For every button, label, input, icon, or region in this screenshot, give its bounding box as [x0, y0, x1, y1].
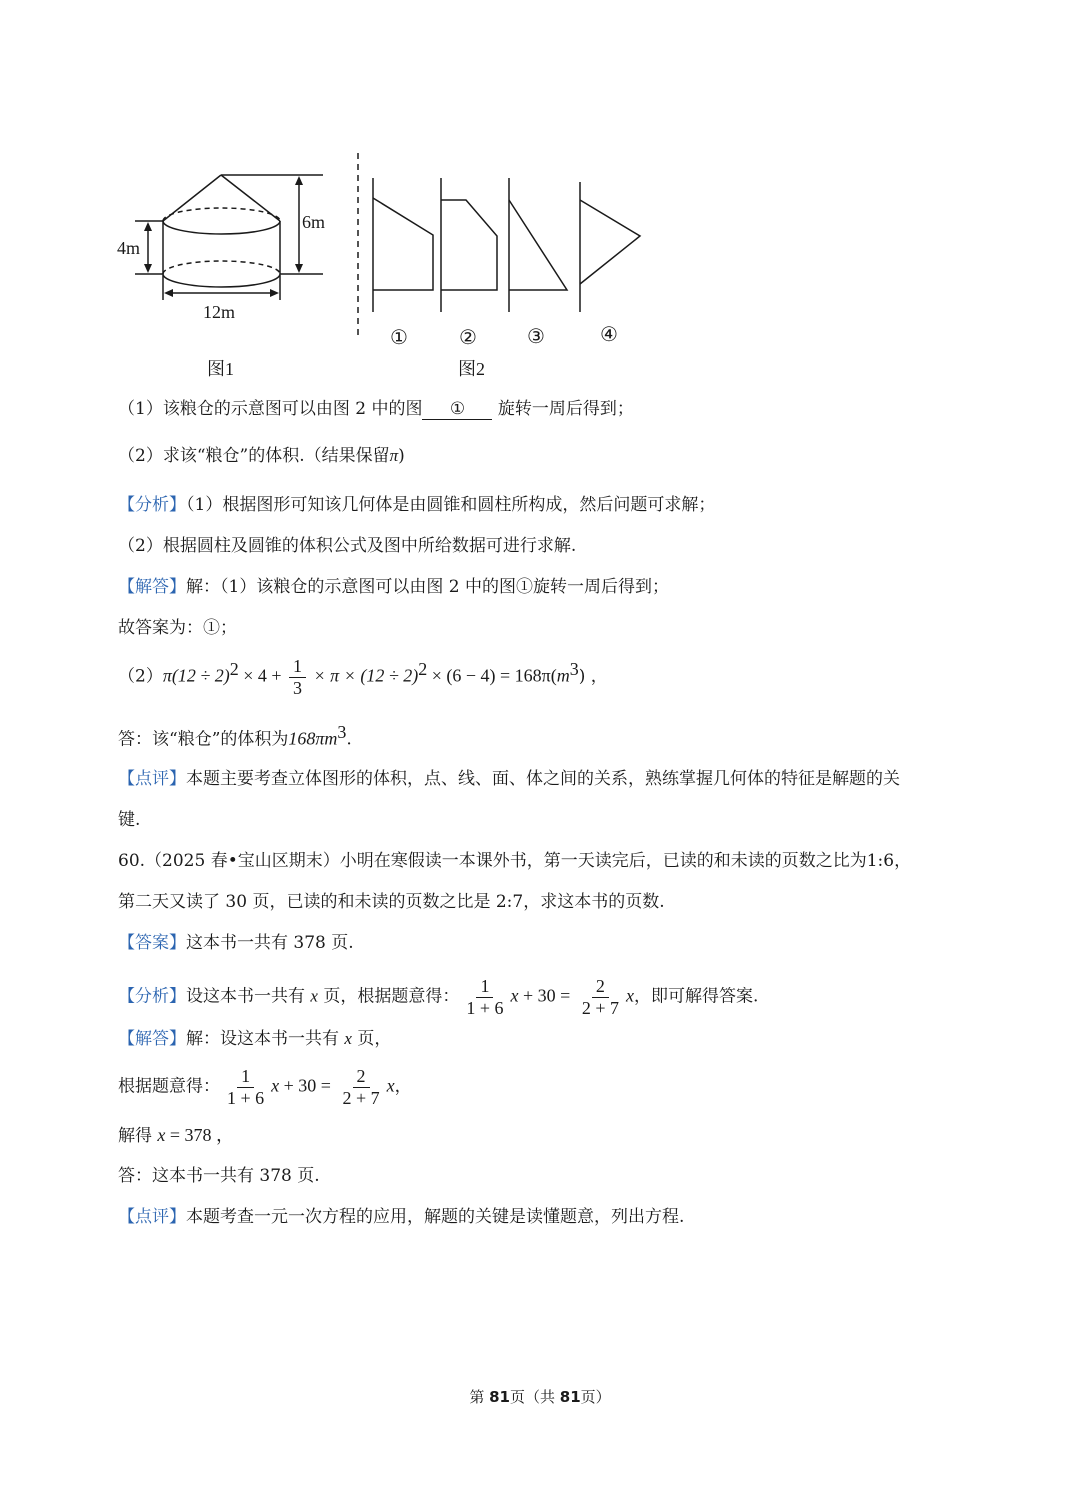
shape-1-label: ①: [390, 327, 408, 349]
cylinder-height-label: 4m: [117, 238, 141, 258]
top-ellipse-back: [163, 208, 280, 221]
shape-3: [509, 200, 567, 290]
volume-formula: $(2)\pi(12 \div 2)^2 \times 4$ + $\frac{1}{3}$ × $\pi \times (12 \div 2)^2 \times (6 - 4) = 168\pi(m^3)$ ，: [118, 656, 608, 698]
top-ellipse-front: [163, 221, 280, 234]
figure-1-granary: [135, 175, 326, 300]
answer-tag: 【答案】: [118, 933, 186, 953]
fraction-1-over-7: $\frac{1}{1 + 6}$: [466, 976, 504, 1018]
analysis-line-2: （2）根据圆柱及圆锥的体积公式及图中所给数据可进行求解.: [118, 536, 577, 556]
problem-60-solution-2: 根据题意得： $\frac{1}{1 + 6}$ x + 30 = $\frac{2}{2 + 7}$ x，: [118, 1066, 412, 1108]
problem-60-answer: 【答案】这本书一共有 378 页.: [118, 933, 354, 953]
bottom-ellipse-back: [163, 261, 280, 274]
comment-line-2: 键.: [118, 810, 141, 830]
solution-tag: 【解答】: [118, 577, 186, 597]
diameter-label: 12m: [203, 302, 236, 322]
figure-1-caption: 图1: [207, 359, 234, 379]
problem-60-analysis: 【分析】设这本书一共有 x 页，根据题意得： $\frac{1}{1 + 6}$ x + 30 = $\frac{2}{2 + 7}$ x，即可解得答案.: [118, 976, 759, 1018]
shape-4: [580, 200, 640, 284]
comment-tag: 【点评】: [118, 769, 186, 789]
figure-2-caption: 图2: [458, 359, 485, 379]
bottom-ellipse-front: [163, 274, 280, 287]
analysis-line-1: 【分析】（1）根据图形可知该几何体是由圆锥和圆柱所构成，然后问题可求解；: [118, 495, 716, 515]
height-label: 6m: [302, 212, 326, 232]
problem-60-solution-1: 【解答】解：设这本书一共有 x 页，: [118, 1029, 392, 1049]
problem-60-line-1: 60.（2025 春•宝山区期末）小明在寒假读一本课外书，第一天读完后，已读的和未读的页数之比为1:6，: [118, 851, 912, 871]
geometry-figures: [0, 0, 1080, 400]
shape-2-label: ②: [459, 327, 477, 349]
figure-2-shapes: [373, 178, 640, 312]
shape-3-label: ③: [527, 326, 545, 348]
problem-60-solution-4: 答：这本书一共有 378 页.: [118, 1166, 320, 1186]
page-footer: 第 81页（共 81页）: [469, 1388, 611, 1406]
analysis-tag: 【分析】: [118, 495, 186, 515]
fraction-one-third: $\frac{1}{3}$: [289, 656, 306, 698]
shape-2: [441, 200, 497, 290]
solution-line-1: 【解答】解：（1）该粮仓的示意图可以由图 2 中的图①旋转一周后得到；: [118, 577, 669, 597]
question-1: （1）该粮仓的示意图可以由图 2 中的图 ① 旋转一周后得到；: [118, 399, 634, 419]
fraction-2-over-9: $\frac{2}{2 + 7}$: [581, 976, 619, 1018]
final-answer-1: 答：该“粮仓”的体积为$168\pi m^3$.: [118, 722, 352, 750]
page-total: 81: [559, 1388, 581, 1406]
problem-60-line-2: 第二天又读了 30 页，已读的和未读的页数之比是 2:7，求这本书的页数.: [118, 892, 665, 912]
shape-4-label: ④: [600, 324, 618, 346]
problem-60-solution-3: 解得 x = 378 ，: [118, 1125, 235, 1146]
page-number: 81: [489, 1388, 510, 1406]
problem-60-comment: 【点评】本题考查一元一次方程的应用，解题的关键是读懂题意，列出方程.: [118, 1207, 685, 1227]
shape-1: [373, 198, 433, 290]
question-1-answer-blank: ①: [422, 399, 492, 420]
question-2: （2）求该“粮仓”的体积.（结果保留π): [118, 446, 405, 466]
comment-line-1: 【点评】本题主要考查立体图形的体积，点、线、面、体之间的关系，熟练掌握几何体的特征是解题的关: [118, 769, 900, 789]
answer-line: 故答案为：①；: [118, 618, 237, 638]
